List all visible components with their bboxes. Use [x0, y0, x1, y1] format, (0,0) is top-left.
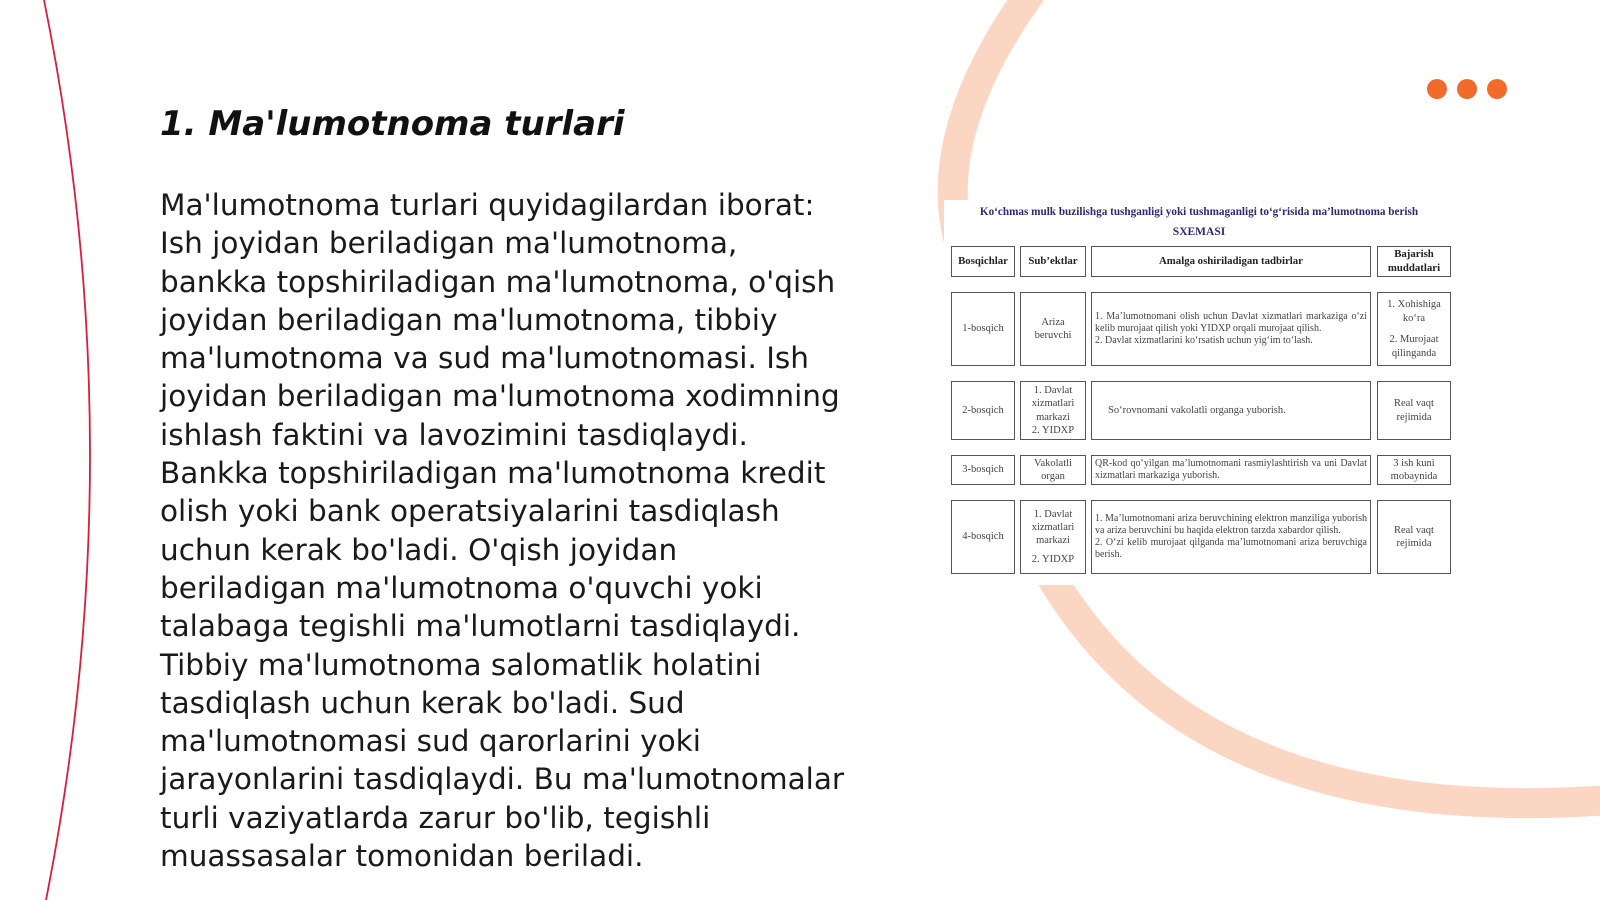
action-cell [1091, 500, 1371, 574]
header-deadline: Bajarish muddatlari [1377, 246, 1451, 277]
stage-cell: 2-bosqich [951, 381, 1015, 440]
action-line: 2. Davlat xizmatlarini ko‘rsatish uchun yig‘im to‘lash. [1095, 335, 1313, 347]
three-dots-decoration [1427, 79, 1507, 99]
action-cell [1091, 455, 1371, 485]
subject-line: Ariza beruvchi [1034, 316, 1072, 341]
dot-icon [1427, 79, 1447, 99]
scheme-subtitle: SXEMASI [1172, 226, 1226, 238]
deadline-line: Real vaqt rejimida [1394, 524, 1434, 549]
action-cell [1091, 292, 1371, 366]
scheme-title: Ko‘chmas mulk buzilishga tushganligi yoki tushmaganligi to‘g‘risida ma’lumotnoma berish [979, 206, 1419, 218]
slide-body-text: Ma'lumotnoma turlari quyidagilardan iborat: Ish joyidan beriladigan ma'lumotnoma, bankka topshiriladigan ma'lumotnoma, o'qish joyidan beriladigan ma'lumotnoma, tibbiy ma'lumotnoma va sud ma'lumotnomasi. Ish joyidan beriladigan ma'lumotnoma xodimning ishlash faktini va lavozimini tasdiqlaydi. Bankka topshiriladigan ma'lumotnoma kredit olish yoki bank operatsiyalarini tasdiqlash uchun kerak bo'ladi. O'qish joyidan beriladigan ma'lumotnoma o'quvchi yoki talabaga tegishli ma'lumotlarni tasdiqlaydi. Tibbiy ma'lumotnoma salomatlik holatini tasdiqlash uchun kerak bo'ladi. Sud ma'lumotnomasi sud qarorlarini yoki jarayonlarini tasdiqlaydi. Bu ma'lumotnomalar turli vaziyatlarda zarur bo'lib, tegishli muassasalar tomonidan beriladi. [160, 188, 845, 874]
deadline-cell [1377, 292, 1451, 366]
dot-icon [1487, 79, 1507, 99]
stage-cell: 4-bosqich [951, 500, 1015, 574]
header-action: Amalga oshiriladigan tadbirlar [1091, 246, 1371, 277]
action-line: 1. Ma’lumotnomani olish uchun Davlat xizmatlari markaziga o‘zi kelib murojaat qilish yoki YIDXP orqali murojaat qilish. [1095, 310, 1367, 334]
deadline-line: 3 ish kuni mobaynida [1390, 457, 1438, 482]
subject-cell [1020, 381, 1086, 440]
action-cell [1091, 381, 1371, 440]
subject-line: 2. YIDXP [1031, 424, 1075, 436]
action-line: 1. Ma’lumotnomani ariza beruvchining elektron manziliga yuborish va ariza beruvchini bu haqida elektron tarzda xabardor qilish. [1095, 512, 1367, 536]
deadline-line: 1. Xohishiga ko‘ra [1387, 299, 1441, 324]
orange-arc-ring-lower [1050, 575, 1600, 803]
subject-cell [1020, 292, 1086, 366]
subject-line: 1. Davlat xizmatlari markazi [1031, 508, 1075, 546]
subject-cell [1020, 455, 1086, 485]
deadline-cell [1377, 500, 1451, 574]
action-line: So‘rovnomani vakolatli organga yuborish. [1108, 404, 1286, 416]
slide-title: 1. Ma'lumotnoma turlari [160, 104, 625, 144]
subject-line: 2. YIDXP [1031, 554, 1075, 566]
red-curve-line [44, 0, 90, 900]
subject-line: 1. Davlat xizmatlari markazi [1031, 385, 1075, 423]
header-subject: Sub’ektlar [1020, 246, 1086, 277]
deadline-line: 2. Murojaat qilinganda [1389, 334, 1439, 359]
header-stage: Bosqichlar [951, 246, 1015, 277]
stage-cell: 1-bosqich [951, 292, 1015, 366]
subject-line: Vakolatli organ [1034, 457, 1072, 482]
deadline-cell [1377, 455, 1451, 485]
action-line: 2. O‘zi kelib murojaat qilganda ma’lumotnomani ariza beruvchiga berish. [1095, 537, 1367, 561]
action-line: QR-kod qo‘yilgan ma’lumotnomani rasmiylashtirish va uni Davlat xizmatlari markaziga yuborish. [1095, 458, 1367, 481]
subject-cell [1020, 500, 1086, 574]
stage-cell: 3-bosqich [951, 455, 1015, 485]
dot-icon [1457, 79, 1477, 99]
scheme-image [944, 200, 1454, 585]
deadline-cell [1377, 381, 1451, 440]
deadline-line: Real vaqt rejimida [1394, 398, 1434, 423]
